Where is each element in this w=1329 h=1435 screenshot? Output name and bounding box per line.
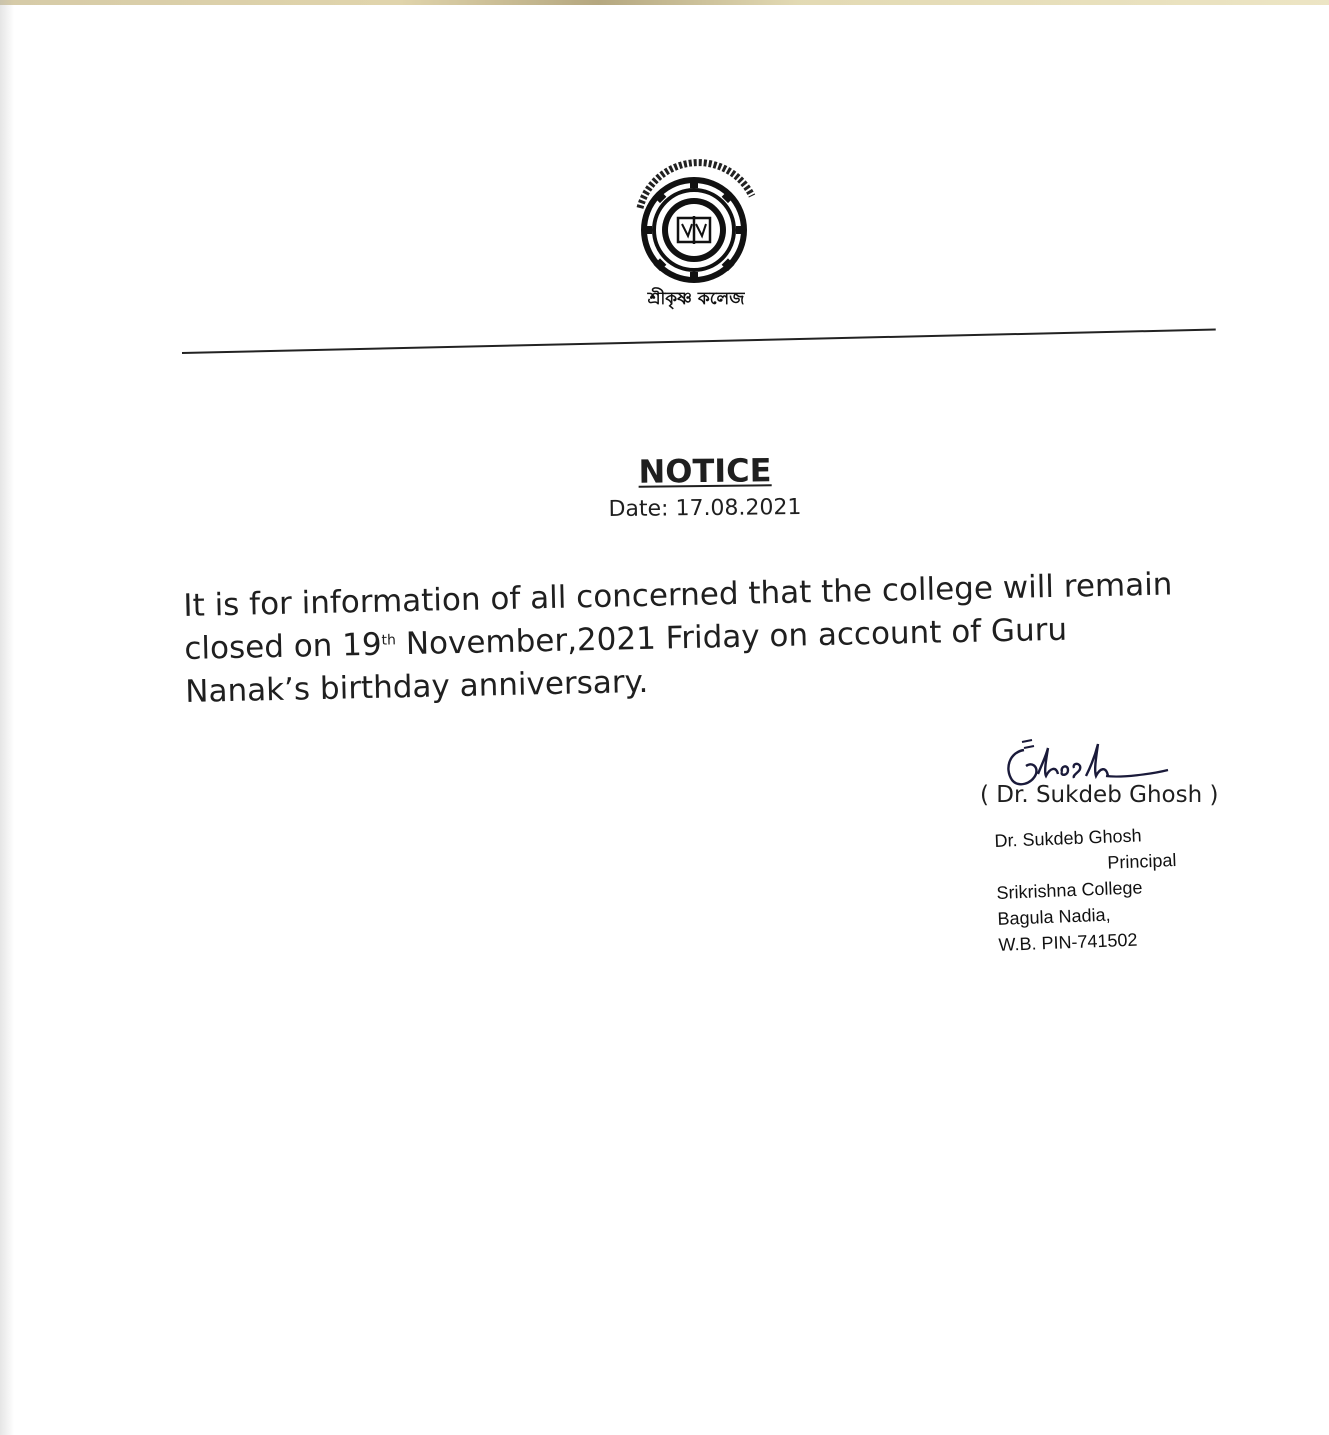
scan-edge-strip [0, 0, 1329, 5]
notice-body [183, 563, 1196, 714]
stamp-institution: Srikrishna College [996, 877, 1143, 903]
stamp-address-line1: Bagula Nadia, [997, 904, 1111, 929]
notice-date: Date: 17.08.2021 [608, 494, 802, 523]
svg-text:শ্রীকৃষ্ণ কলেজ: শ্রীকৃষ্ণ কলেজ [647, 289, 745, 309]
header-divider [182, 329, 1216, 354]
notice-body-text-cont: November,2021 Friday on account of Guru Nanak’s birthday anniversary. [184, 611, 1068, 710]
stamp-designation: Principal [1107, 850, 1177, 873]
college-seal-icon [626, 156, 766, 316]
notice-title: NOTICE [638, 451, 772, 491]
notice-body-text: It is for information of all concerned that the college will remain closed on 19 [183, 566, 1173, 667]
principal-stamp [994, 819, 1239, 958]
stamp-address-line2: W.B. PIN-741502 [998, 929, 1138, 955]
ordinal-suffix: th [381, 632, 397, 649]
signer-name: ( Dr. Sukdeb Ghosh ) [980, 782, 1219, 808]
stamp-name: Dr. Sukdeb Ghosh [994, 825, 1142, 851]
college-seal [626, 156, 766, 316]
scan-edge-shadow [0, 0, 14, 1435]
